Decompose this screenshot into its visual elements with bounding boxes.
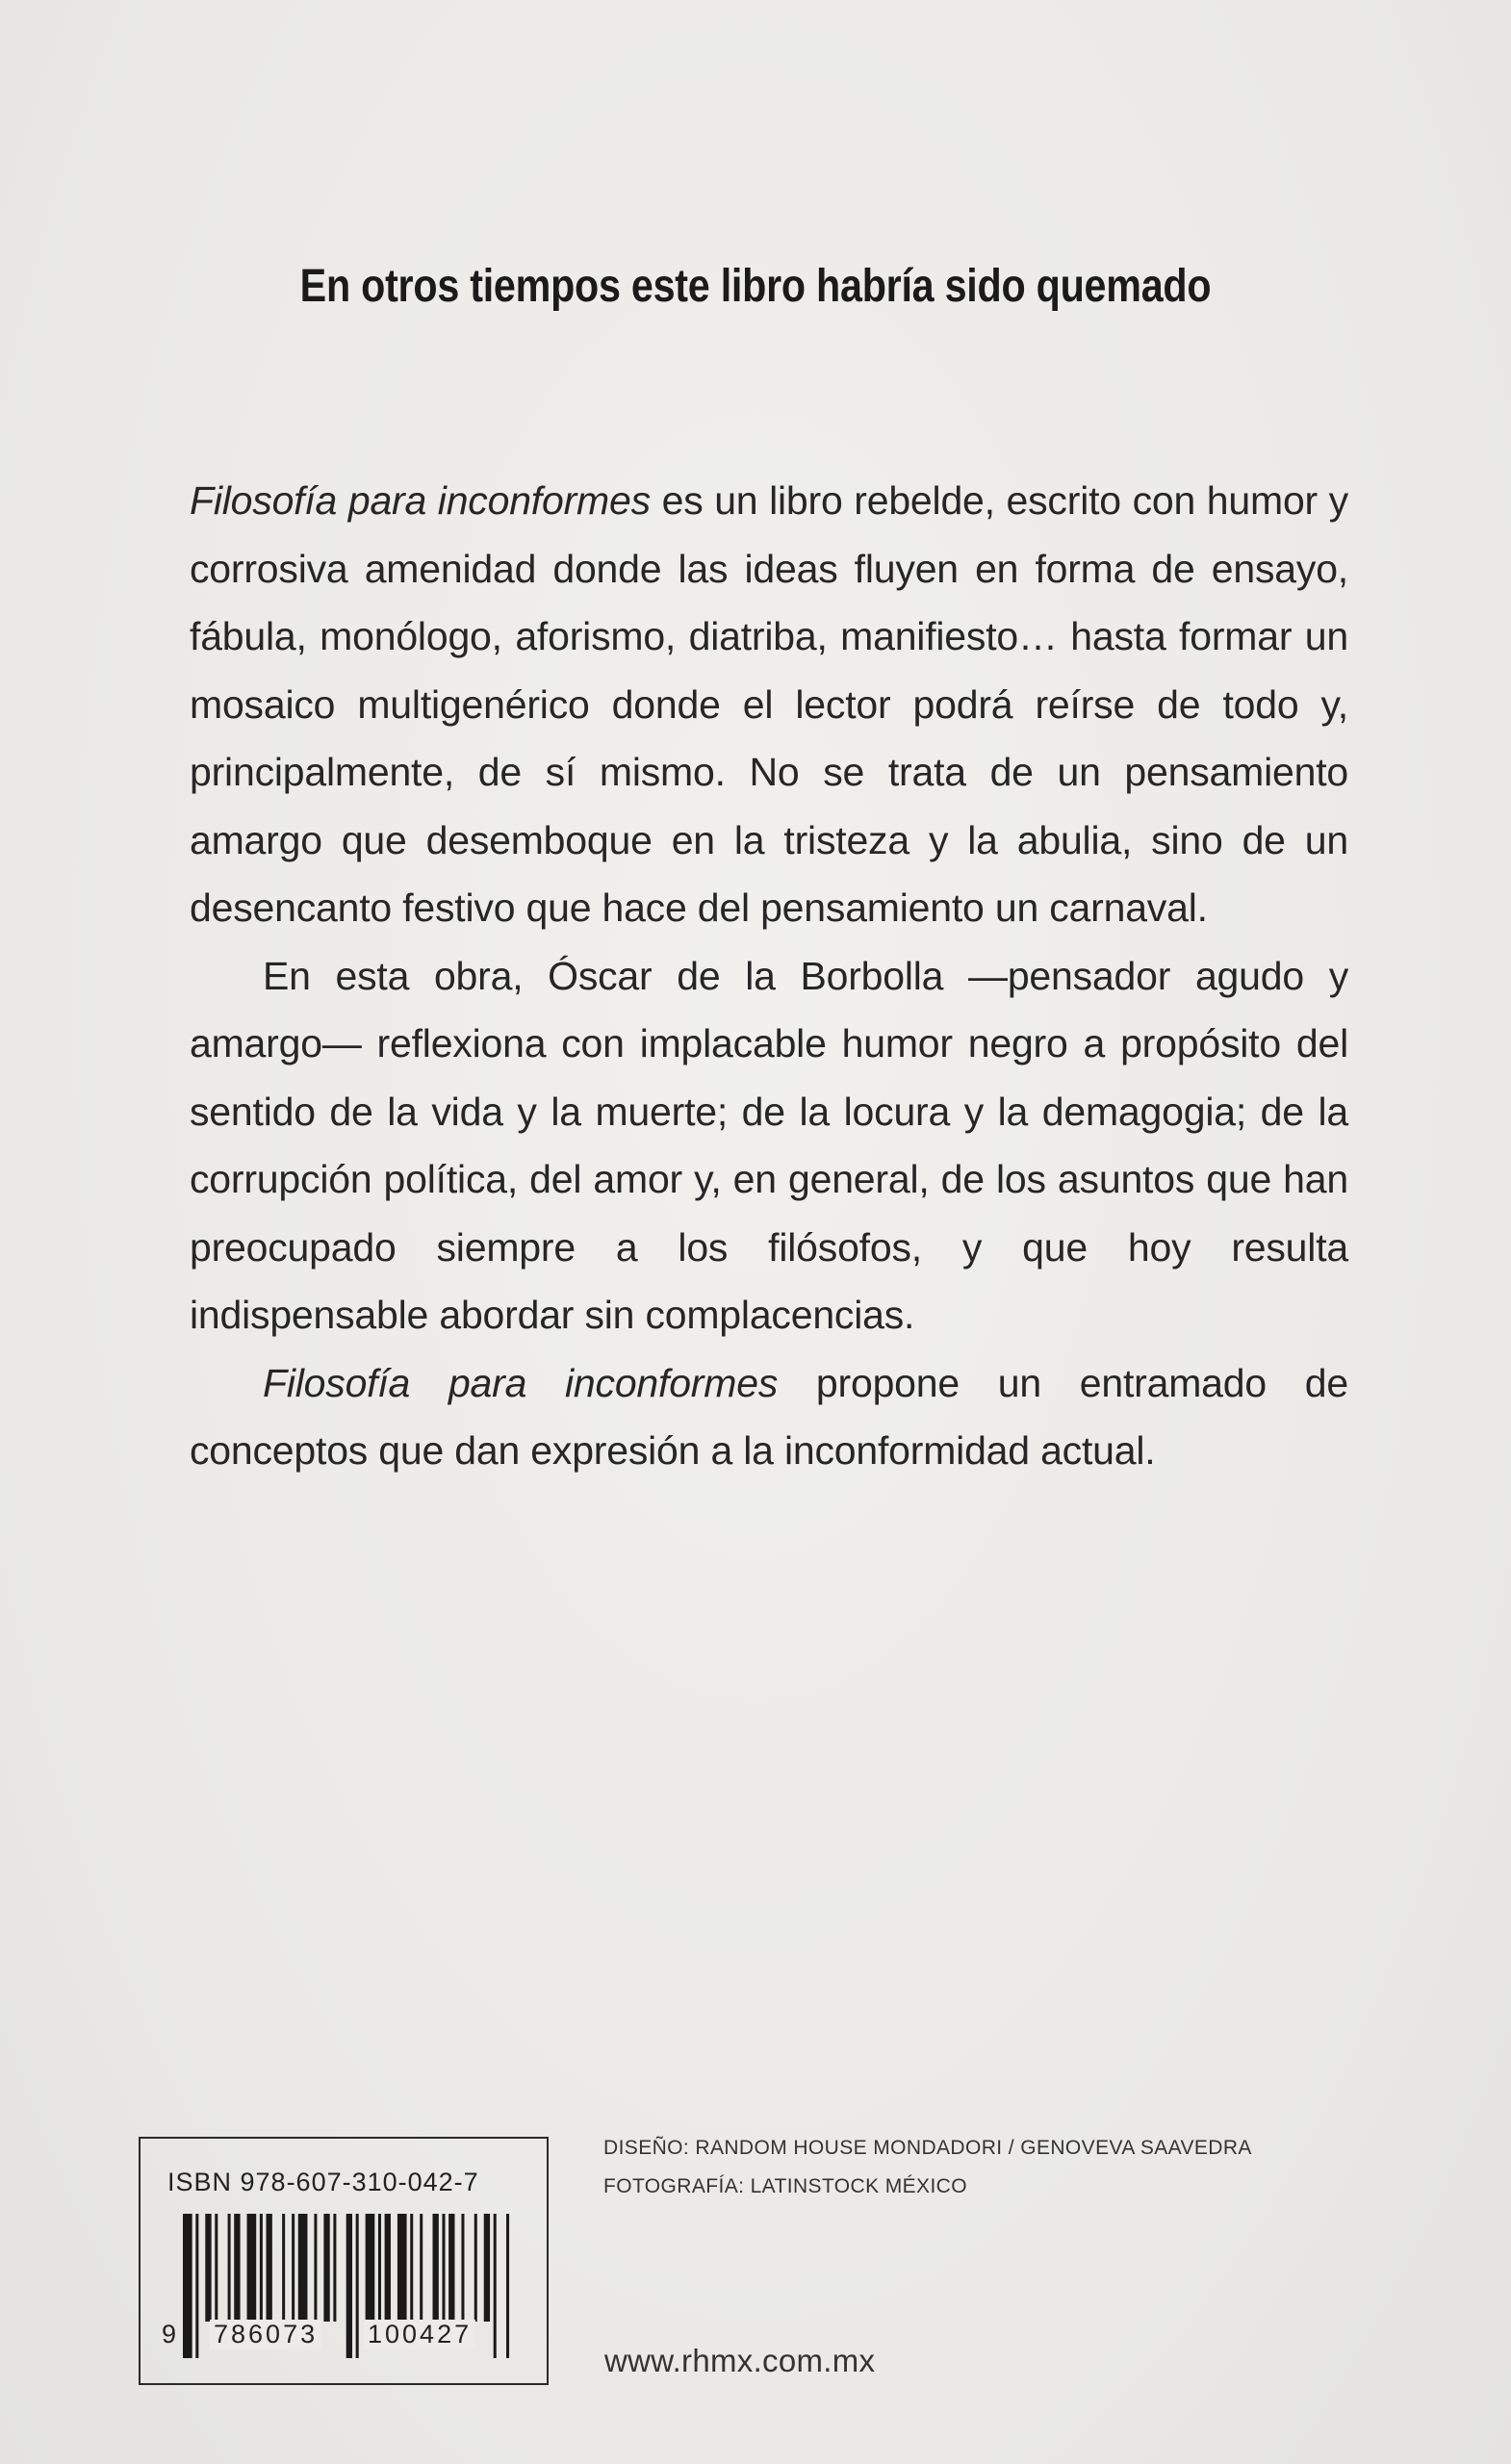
barcode-box xyxy=(139,2137,549,2385)
ean-right-digits: 100427 xyxy=(364,2320,475,2349)
barcode-bar xyxy=(260,2214,263,2322)
book-title-italic: Filosofía para inconformes xyxy=(263,1360,779,1405)
paragraph-1-text: es un libro rebelde, escrito con humor y corrosiva amenidad donde las ideas fluyen en forma de ensayo, fábula, monólogo, aforismo, diatriba, manifiesto… hasta formar un mosaico multigenérico donde el lector podrá reírse de todo y, principalmente, de sí mismo. No se trata de un pensamiento amargo que desemboque en la tristeza y la abulia, sino de un desencanto festivo que hace del pensamiento un carnaval. xyxy=(190,478,1348,930)
paragraph-3 xyxy=(190,1349,1348,1485)
barcode-bar xyxy=(494,2214,497,2358)
publisher-website[interactable]: www.rhmx.com.mx xyxy=(604,2343,876,2378)
photo-credit: FOTOGRAFÍA: LATINSTOCK MÉXICO xyxy=(603,2175,967,2197)
barcode-bar xyxy=(205,2214,211,2322)
barcode-bar xyxy=(410,2214,413,2322)
barcode-bar xyxy=(292,2214,295,2322)
paragraph-3-text: propone un entramado de conceptos que dan expresión a la inconformidad actual. xyxy=(190,1360,1348,1473)
barcode-bar xyxy=(484,2214,490,2322)
barcode-bar xyxy=(420,2214,423,2322)
paragraph-2-text: En esta obra, Óscar de la Borbolla —pensador agudo y amargo— reflexiona con implacable humor negro a propósito del sentido de la vida y la muerte; de la locura y la demagogia; de la corrupción política, del amor y, en general, de los asuntos que han preocupado siempre a los filósofos, y que hoy resulta indispensable abordar sin complacencias. xyxy=(190,953,1348,1337)
barcode-bar xyxy=(506,2214,509,2358)
barcode-bar xyxy=(366,2214,375,2322)
paragraph-2 xyxy=(190,942,1348,1349)
paragraph-1 xyxy=(190,467,1348,942)
barcode-bar xyxy=(195,2214,198,2358)
barcode-bar xyxy=(333,2214,336,2322)
barcode-bar xyxy=(228,2214,231,2322)
barcode-bar xyxy=(461,2214,464,2322)
credits xyxy=(603,2129,1252,2206)
barcode-bar xyxy=(282,2214,285,2322)
barcode-bar xyxy=(378,2214,381,2322)
blurb-text xyxy=(190,467,1348,1485)
headline: En otros tiempos este libro habría sido quemado xyxy=(299,261,1212,312)
barcode-bar xyxy=(183,2214,192,2358)
barcode-bar xyxy=(474,2214,477,2322)
book-title-italic: Filosofía para inconformes xyxy=(190,478,651,523)
barcode-bar xyxy=(346,2214,352,2358)
barcode-bar xyxy=(323,2214,329,2322)
barcode-bar xyxy=(298,2214,308,2322)
barcode-bar xyxy=(215,2214,218,2322)
ean-left-digits: 786073 xyxy=(210,2320,321,2349)
barcode-bar xyxy=(442,2214,445,2322)
barcode-bar xyxy=(433,2214,439,2322)
design-credit: DISEÑO: RANDOM HOUSE MONDADORI / GENOVEVA SAAVEDRA xyxy=(603,2137,1252,2159)
barcode-bar xyxy=(247,2214,257,2322)
barcode-bar xyxy=(385,2214,391,2322)
barcode-bar xyxy=(397,2214,407,2322)
barcode-bar xyxy=(234,2214,240,2322)
isbn-label: ISBN 978-607-310-042-7 xyxy=(167,2168,479,2196)
barcode-bar xyxy=(448,2214,454,2322)
barcode-bar xyxy=(356,2214,359,2358)
barcode-bar xyxy=(267,2214,272,2322)
ean-first-digit: 9 xyxy=(162,2320,177,2348)
barcode-bar xyxy=(314,2214,317,2322)
